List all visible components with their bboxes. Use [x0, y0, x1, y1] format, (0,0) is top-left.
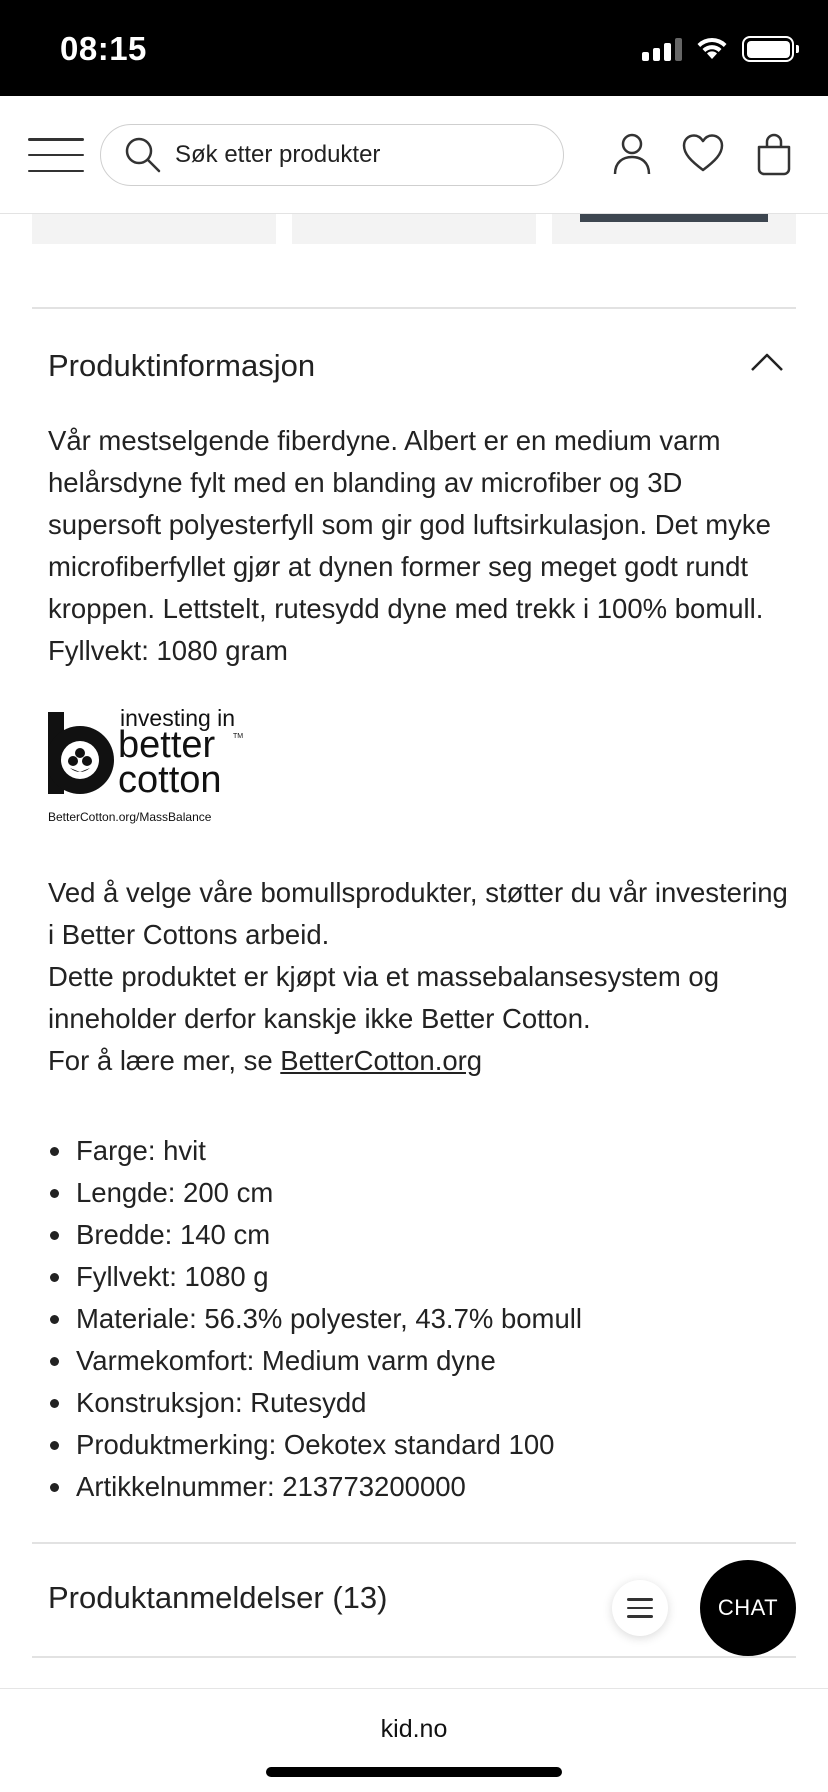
chevron-up-icon[interactable]: [750, 352, 784, 372]
divider: [32, 1656, 796, 1658]
chat-button[interactable]: CHAT: [700, 1560, 796, 1656]
logo-line1: investing in: [120, 705, 236, 731]
floating-menu-button[interactable]: [612, 1580, 668, 1636]
product-description: Vår mestselgende fiberdyne. Albert er en medium varm helårsdyne fylt med en blanding av microfiber og 3D supersoft polyesterfyll som gir god luftsirkulasjon. Det myke microfiberfyllet gjør at dynen former seg meget godt rundt kroppen. Lettstelt, rutesydd dyne med trekk i 100% bomull. Fyllvekt: 1080 gram: [48, 425, 771, 666]
logo-line2: better: [118, 724, 216, 766]
status-time: 08:15: [60, 30, 147, 67]
logo-url: BetterCotton.org/MassBalance: [48, 810, 212, 824]
product-thumbnail[interactable]: [32, 214, 276, 244]
spec-construction: Konstruksjon: Rutesydd: [48, 1382, 790, 1424]
logo-tm: TM: [233, 733, 244, 740]
logo-line3: cotton: [118, 759, 222, 801]
home-indicator[interactable]: [266, 1767, 562, 1777]
better-cotton-paragraph-3: [48, 1040, 790, 1082]
cellular-signal-icon: [642, 37, 682, 61]
product-thumbnail[interactable]: [292, 214, 536, 244]
product-thumbnail-image: [580, 214, 768, 222]
wishlist-heart-icon[interactable]: [681, 132, 725, 174]
better-cotton-paragraph-1: Ved å velge våre bomullsprodukter, støtter du vår investering i Better Cottons arbeid.: [48, 877, 788, 950]
search-placeholder: Søk etter produkter: [175, 141, 381, 168]
battery-icon: [742, 36, 794, 62]
spec-fill-weight: Fyllvekt: 1080 g: [48, 1256, 790, 1298]
spec-article-number: Artikkelnummer: 213773200000: [48, 1466, 790, 1508]
spec-certification: Produktmerking: Oekotex standard 100: [48, 1424, 790, 1466]
better-cotton-paragraph-2: Dette produktet er kjøpt via et massebalansesystem og inneholder derfor kanskje ikke Better Cotton.: [48, 961, 720, 1034]
wifi-icon: [696, 37, 728, 61]
status-icons: [642, 36, 794, 62]
divider: [32, 1542, 796, 1544]
browser-bottom-bar: [0, 1688, 828, 1792]
search-icon: [123, 135, 163, 175]
better-cotton-logo: [48, 704, 258, 828]
spec-material: Materiale: 56.3% polyester, 43.7% bomull: [48, 1298, 790, 1340]
better-cotton-link[interactable]: BetterCotton.org: [280, 1045, 483, 1076]
hamburger-menu-button[interactable]: [28, 138, 84, 172]
account-icon[interactable]: [612, 132, 652, 176]
product-specs-list: [48, 1130, 790, 1508]
learn-more-text: For å lære mer, se: [48, 1045, 281, 1076]
browser-url[interactable]: kid.no: [380, 1715, 448, 1743]
spec-warmth: Varmekomfort: Medium varm dyne: [48, 1340, 790, 1382]
reviews-accordion-title[interactable]: Produktanmeldelser (13): [48, 1580, 388, 1615]
shopping-bag-icon[interactable]: [756, 132, 792, 176]
search-field[interactable]: [100, 124, 564, 186]
status-bar: [0, 0, 828, 96]
spec-color: Farge: hvit: [48, 1130, 790, 1172]
better-cotton-info: [48, 872, 790, 1082]
product-info-accordion-title[interactable]: Produktinformasjon: [48, 348, 316, 383]
site-header: [0, 96, 828, 214]
spec-width: Bredde: 140 cm: [48, 1214, 790, 1256]
spec-length: Lengde: 200 cm: [48, 1172, 790, 1214]
divider: [32, 307, 796, 309]
